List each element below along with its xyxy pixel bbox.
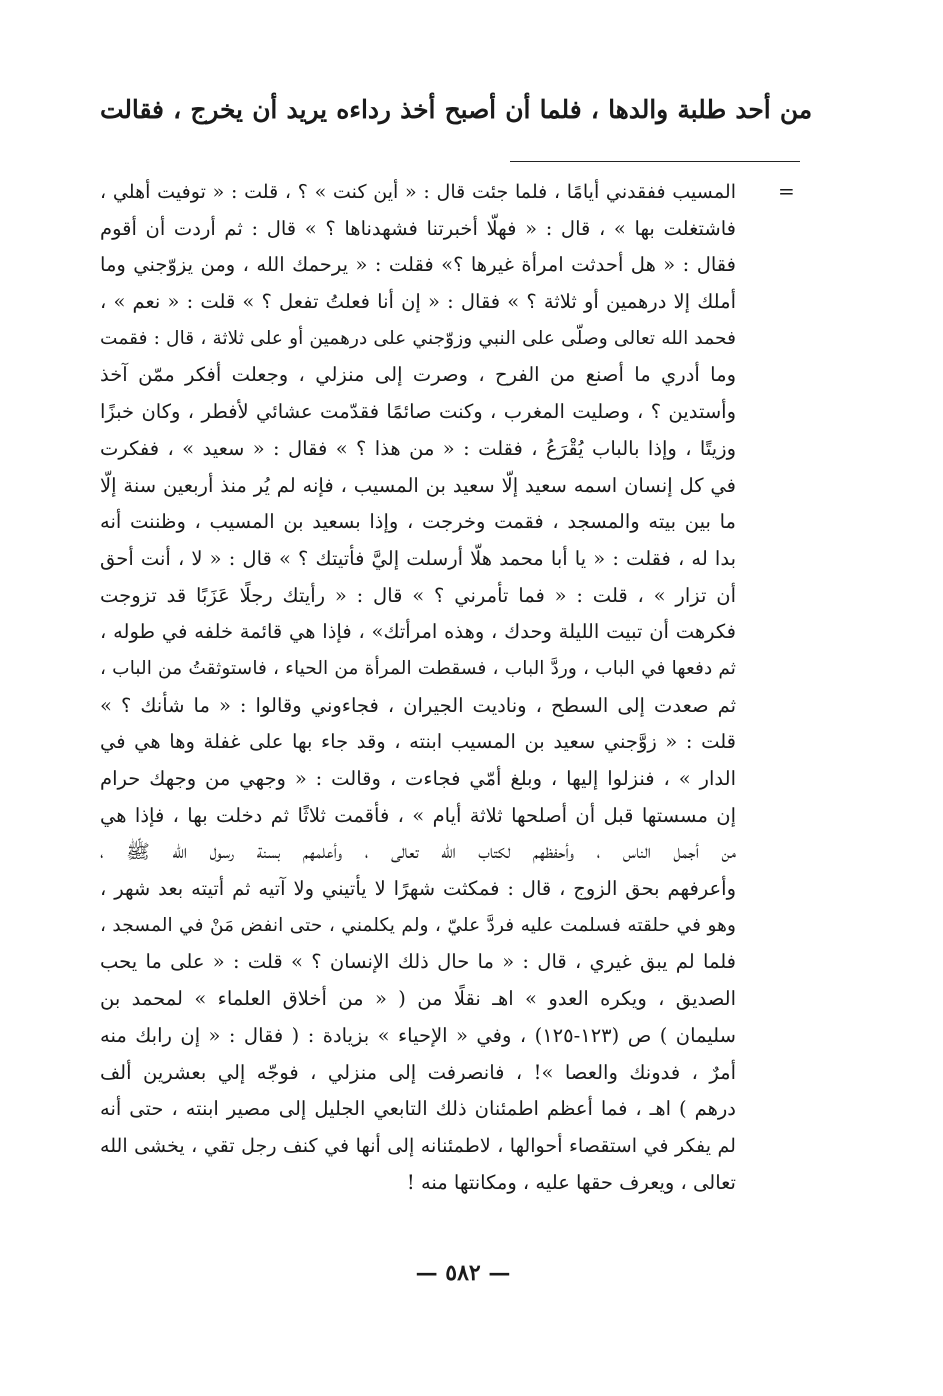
footnote-separator bbox=[510, 161, 800, 162]
footnote-line: سليمان ) ص (١٢٣-١٢٥) ، وفي « الإحياء » بزيادة : ( فقال : « إن رابك منه bbox=[100, 1023, 736, 1047]
footnote-line: وأستدين ؟ ، وصليت المغرب ، وكنت صائمًا فقدّمت عشائي لأفطر ، وكان خبزًا bbox=[100, 400, 736, 424]
footnote-line: وهو في حلقته فسلمت عليه فردَّ عليّ ، ولم يكلمني ، حتى انفض مَنْ في المسجد ، bbox=[100, 914, 736, 936]
footnote-line: من أجمل الناس ، وأحفظهم لكتاب الله تعالى ، وأعلمهم بسنة رسول الله ﷺ ، bbox=[100, 840, 736, 864]
footnote-line: فكرهت أن تبيت الليلة وحدك ، وهذه امرأتك» ، فإذا هي قائمة خلفه في طوله ، bbox=[100, 620, 736, 644]
footnote-line: ثم دفعها في الباب ، وردَّ الباب ، فسقطت المرأة من الحياء ، فاستوثقتُ من الباب ، bbox=[100, 657, 736, 679]
footnote-line: قلت : « زوَّجني سعيد بن المسيب ابنته ، وقد جاء بها على غفلة وها هي في bbox=[100, 730, 736, 754]
footnote-line: الصديق ، ويكره العدو » اهـ نقلًا من ( « من أخلاق العلماء » لمحمد بن bbox=[100, 987, 736, 1011]
footnote-line: ثم صعدت إلى السطح ، وناديت الجيران ، فجاءوني وقالوا : « ما شأنك ؟ » bbox=[100, 693, 736, 717]
footnote-line: في كل إنسان اسمه سعيد إلّا سعيد بن المسيب ، فإنه لم يُر منذ أربعين سنة إلّا bbox=[100, 473, 736, 497]
footnote-line: أمرٌ ، فدونك والعصا »! ، فانصرفت إلى منزلي ، فوجّه إلي بعشرين ألف bbox=[100, 1060, 736, 1084]
footnote-line: أن تزار » ، قلت : « فما تأمرني ؟ » قال : « رأيتك رجلًا عَزَبًا قد تزوجت bbox=[100, 583, 736, 607]
footnote-line: لم يفكر في استقصاء أحوالها ، لاطمئنانه إلى أنها في كنف رجل تقي ، يخشى الله bbox=[100, 1133, 736, 1157]
footnote-line: وأعرفهم بحق الزوج ، قال : فمكثت شهرًا لا يأتيني ولا آتيه ثم أتيته بعد شهر ، bbox=[100, 877, 736, 901]
footnote-line: وما أدري ما أصنع من الفرح ، وصرت إلى منزلي ، وجعلت أفكر ممّن آخذ bbox=[100, 363, 736, 387]
footnote-line: فلما لم يبق غيري ، قال : « ما حال ذلك الإنسان ؟ » قلت : « على ما يحب bbox=[100, 950, 736, 974]
page-number: — ٥٨٢ — bbox=[415, 1260, 511, 1286]
footnote-line: فقال : « هل أحدثت امرأة غيرها ؟» فقلت : « يرحمك الله ، ومن يزوّجني وما bbox=[100, 253, 736, 277]
footnote-line: أملك إلا درهمين أو ثلاثة ؟ » فقال : « إن أنا فعلتُ تفعل ؟ » قلت : « نعم » ، bbox=[100, 290, 736, 314]
footnote-continuation-marker: = bbox=[778, 179, 795, 203]
footnote-line: ما بين بيته والمسجد ، فقمت وخرجت ، وإذا بسعيد بن المسيب ، وظننت أنه bbox=[100, 510, 736, 534]
footnote-line: فحمد الله تعالى وصلّى على النبي وزوّجني على درهمين أو على ثلاثة ، قال : فقمت bbox=[100, 327, 736, 349]
footnote-line: درهم ) اهـ ، فما أعظم اطمئنان ذلك التابعي الجليل إلى مصير ابنته ، حتى أنه bbox=[100, 1097, 736, 1121]
footnote-line: إن مسستها قبل أن أصلحها ثلاثة أيام » ، فأقمت ثلاثًا ثم دخلت بها ، فإذا هي bbox=[100, 803, 736, 827]
footnote-line: تعالى ، ويعرف حقها عليه ، ومكانتها منه ! bbox=[406, 1170, 736, 1194]
footnote-line: الدار » ، فنزلوا إليها ، وبلغ أمّي فجاءت ، وقالت : « وجهي من وجهك حرام bbox=[100, 767, 736, 790]
main-text-line: من أحد طلبة والدها ، فلما أن أصبح أخذ رداءه يريد أن يخرج ، فقالت bbox=[100, 95, 812, 124]
footnote-line: المسيب ففقدني أيامًا ، فلما جئت قال : « أين كنت » ؟ ، قلت : « توفيت أهلي ، bbox=[100, 180, 736, 203]
footnote-line: فاشتغلت بها » ، قال : « فهلّا أخبرتنا فشهدناها ؟ » قال : ثم أردت أن أقوم bbox=[100, 216, 736, 240]
footnote-block bbox=[100, 174, 736, 1201]
footnote-line: وزيتًا ، وإذا بالباب يُقْرَعُ ، فقلت : « من هذا ؟ » فقال : « سعيد » ، ففكرت bbox=[100, 436, 736, 460]
footnote-line: بدا له ، فقلت : « يا أبا محمد هلّا أرسلت إليَّ فأتيتك ؟ » قال : « لا ، أنت أحق bbox=[100, 546, 736, 570]
